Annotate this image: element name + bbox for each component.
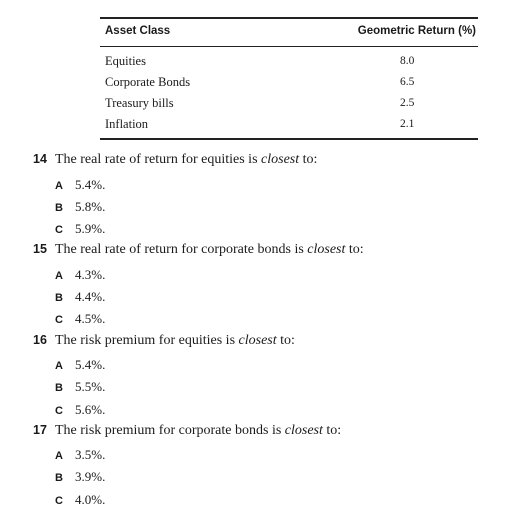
option-a <box>55 357 105 375</box>
option-c <box>55 221 105 239</box>
question-number: 16 <box>33 333 47 347</box>
option-letter: B <box>55 382 63 394</box>
option-text: 5.5%. <box>75 379 106 394</box>
question-14 <box>33 152 317 172</box>
table-cell-asset: Inflation <box>105 117 149 131</box>
option-letter: C <box>55 224 63 236</box>
option-text: 5.4%. <box>75 357 106 372</box>
table-row <box>100 54 478 74</box>
option-b <box>55 199 105 217</box>
option-letter: B <box>55 292 63 304</box>
table-row <box>100 117 478 137</box>
table-cell-asset: Treasury bills <box>105 96 174 110</box>
table-cell-return: 2.1 <box>400 118 415 130</box>
table-row <box>100 96 478 116</box>
option-text: 4.3%. <box>75 267 106 282</box>
option-text: 5.6%. <box>75 402 106 417</box>
table-bottom-rule <box>100 138 478 140</box>
option-letter: B <box>55 202 63 214</box>
option-letter: C <box>55 495 63 507</box>
option-text: 3.5%. <box>75 447 106 462</box>
option-b <box>55 289 105 307</box>
option-text: 5.9%. <box>75 221 106 236</box>
option-a <box>55 177 105 195</box>
option-text: 5.8%. <box>75 199 106 214</box>
table-row <box>100 75 478 95</box>
option-text: 4.4%. <box>75 289 106 304</box>
option-c <box>55 402 105 420</box>
question-text: The real rate of return for corporate bonds is closest to: <box>55 242 364 257</box>
option-a <box>55 447 105 465</box>
table-cell-asset: Corporate Bonds <box>105 75 191 89</box>
option-b <box>55 379 105 397</box>
question-number: 14 <box>33 152 47 166</box>
question-16 <box>33 333 295 353</box>
option-b <box>55 469 105 487</box>
question-text: The risk premium for equities is closest to: <box>55 333 295 348</box>
option-c <box>55 492 105 510</box>
option-letter: A <box>55 450 63 462</box>
question-text: The risk premium for corporate bonds is closest to: <box>55 423 342 438</box>
question-number: 17 <box>33 423 47 437</box>
option-letter: A <box>55 360 63 372</box>
question-text: The real rate of return for equities is closest to: <box>55 152 318 167</box>
option-text: 5.4%. <box>75 177 106 192</box>
option-letter: A <box>55 180 63 192</box>
question-15 <box>33 242 364 262</box>
option-text: 4.0%. <box>75 492 106 507</box>
option-letter: C <box>55 405 63 417</box>
table-cell-return: 6.5 <box>400 76 415 88</box>
table-cell-return: 2.5 <box>400 97 415 109</box>
table-header-asset-class: Asset Class <box>105 25 171 37</box>
option-letter: C <box>55 314 63 326</box>
option-text: 4.5%. <box>75 311 106 326</box>
table-header-rule <box>100 46 478 47</box>
question-number: 15 <box>33 242 47 256</box>
option-a <box>55 267 105 285</box>
option-letter: A <box>55 270 63 282</box>
option-letter: B <box>55 472 63 484</box>
option-text: 3.9%. <box>75 469 106 484</box>
table-cell-return: 8.0 <box>400 55 415 67</box>
option-c <box>55 311 105 329</box>
table-top-rule <box>100 17 478 19</box>
table-header-geometric-return: Geometric Return (%) <box>357 25 476 37</box>
question-17 <box>33 423 341 443</box>
table-cell-asset: Equities <box>105 54 146 68</box>
